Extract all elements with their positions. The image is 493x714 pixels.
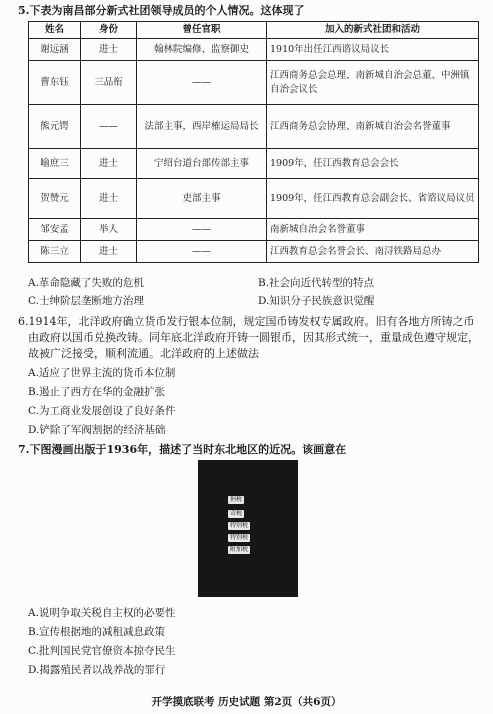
cell-post: 吏部主事: [137, 179, 267, 219]
table-row: [29, 219, 479, 241]
cartoon-image: [198, 460, 298, 597]
cell-post: ——: [137, 61, 267, 105]
leaders-table: [28, 21, 479, 263]
cartoon-label: 附加税: [230, 546, 249, 553]
cell-name: 熊元锷: [29, 105, 81, 149]
table-row: [29, 149, 479, 179]
table-header-row: [29, 22, 479, 39]
q6-option-c[interactable]: C.为工商业发展创设了良好条件: [28, 405, 176, 417]
cell-post: ——: [137, 219, 267, 241]
table-row: [29, 179, 479, 219]
cell-name: 曹东钰: [29, 61, 81, 105]
header-official-post: 曾任官职: [137, 22, 267, 39]
cell-name: 谢远涵: [29, 39, 81, 61]
cell-post: 翰林院编修、监察御史: [137, 39, 267, 61]
cartoon-label: 特别税: [230, 534, 249, 541]
question-5-stem: 5.下表为南昌部分新式社团领导成员的个人情况。这体现了: [18, 4, 305, 17]
header-societies: 加入的新式社团和活动: [267, 22, 479, 39]
cell-societies: 南新城自治会名誉董事: [267, 219, 479, 241]
table-row: [29, 241, 479, 263]
table-row: [29, 105, 479, 149]
q5-option-a[interactable]: A.革命隐藏了失败的危机: [28, 277, 144, 289]
cell-name: 邹安孟: [29, 219, 81, 241]
q7-option-b[interactable]: B.宣传根据地的减租减息政策: [28, 626, 166, 638]
cell-identity: ——: [81, 105, 137, 149]
cell-societies: 江西商务总会协理、南新城自治会名誉董事: [267, 105, 479, 149]
cell-societies: 1909年，任江西教育总会副会长、省谘议局议员: [267, 179, 479, 219]
cell-identity: 进士: [81, 149, 137, 179]
q5-option-b[interactable]: B.社会向近代转型的特点: [258, 277, 375, 289]
table-row: [29, 61, 479, 105]
cell-identity: 三品衔: [81, 61, 137, 105]
q5-option-d[interactable]: D.知识分子民族意识觉醒: [258, 295, 375, 307]
question-7-stem: 7.下图漫画出版于1936年，描述了当时东北地区的近况。该画意在: [18, 443, 347, 456]
q6-stem-line-2: 由政府以国币兑换改铸。同年底北洋政府开铸一圆银币，因其形式统一，重量成色遵守规定，: [28, 331, 479, 344]
cell-name: 喻庶三: [29, 149, 81, 179]
page-footer: 开学摸底联考 历史试题 第2页（共6页）: [151, 696, 342, 708]
header-identity: 身份: [81, 22, 137, 39]
cell-name: 贺赞元: [29, 179, 81, 219]
q6-option-a[interactable]: A.适应了世界主流的货币本位制: [28, 367, 176, 379]
cartoon-label: 苛税: [230, 510, 243, 517]
q6-stem-line-1: 6.1914年，北洋政府确立货币发行银本位制，规定国币铸发权专属政府。旧有各地方所铸之币: [18, 315, 475, 328]
cell-societies: 江西教育总会名誉会长、南浔铁路局总办: [267, 241, 479, 263]
cell-identity: 进士: [81, 39, 137, 61]
cartoon-label: 捐税: [230, 496, 243, 503]
q7-option-c[interactable]: C.批判国民党官僚资本掠夺民生: [28, 645, 176, 657]
question-6-stem: [18, 314, 488, 362]
cell-post: ——: [137, 241, 267, 263]
cartoon-label: 特别税: [230, 522, 249, 529]
q6-stem-line-3: 故被广泛接受，顺利流通。北洋政府的上述做法: [28, 347, 259, 360]
cell-post: 宁绍台道台部传部主事: [137, 149, 267, 179]
cell-post: 法部主事，西岸榷运局局长: [137, 105, 267, 149]
cell-societies: 1909年，任江西教育总会会长: [267, 149, 479, 179]
cell-societies: 江西商务总会总理、南新城自治会总董、中洲镇自治会议长: [267, 61, 479, 105]
q6-option-d[interactable]: D.铲除了军阀割据的经济基础: [28, 424, 166, 436]
header-name: 姓名: [29, 22, 81, 39]
cell-identity: 进士: [81, 179, 137, 219]
q6-option-b[interactable]: B.遏止了西方在华的金融扩张: [28, 386, 166, 398]
q7-option-d[interactable]: D.揭露殖民者以战养战的罪行: [28, 664, 166, 676]
cell-identity: 举人: [81, 219, 137, 241]
cell-name: 陈三立: [29, 241, 81, 263]
q7-option-a[interactable]: A.说明争取关税自主权的必要性: [28, 607, 176, 619]
cell-identity: 进士: [81, 241, 137, 263]
table-row: [29, 39, 479, 61]
q5-option-c[interactable]: C.士绅阶层垄断地方治理: [28, 295, 144, 307]
cell-societies: 1910年出任江西谘议局议长: [267, 39, 479, 61]
